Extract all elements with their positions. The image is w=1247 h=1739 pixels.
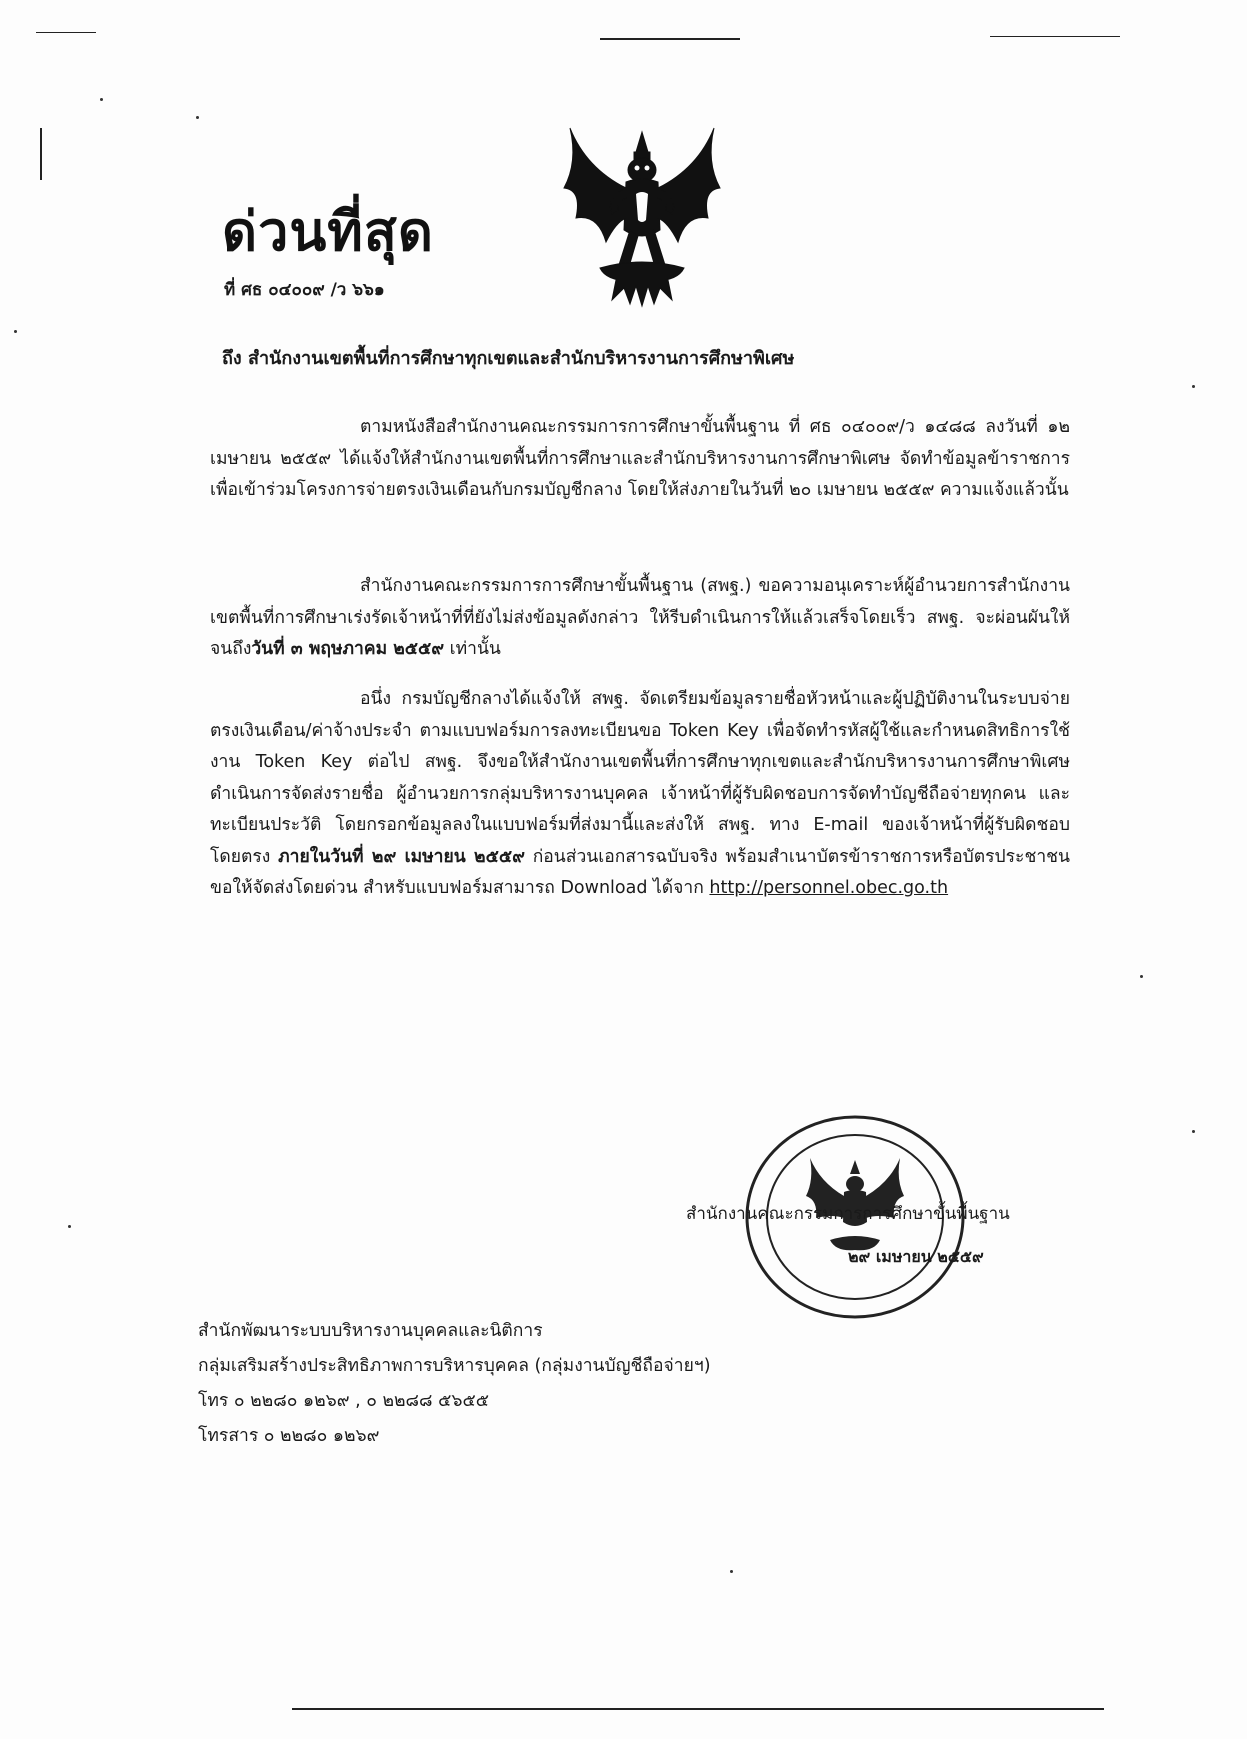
document-number: ที่ ศธ ๐๔๐๐๙ /ว ๖๖๑: [224, 280, 385, 300]
scan-dot: [14, 330, 17, 333]
scan-mark: [36, 32, 96, 33]
body-paragraph-2: [210, 571, 1070, 666]
body-paragraph-3: [210, 684, 1070, 905]
recipient-line: ถึง สำนักงานเขตพื้นที่การศึกษาทุกเขตและสำนักบริหารงานการศึกษาพิเศษ: [222, 348, 795, 369]
garuda-emblem-icon: [556, 118, 728, 308]
footer-group: กลุ่มเสริมสร้างประสิทธิภาพการบริหารบุคคล (กลุ่มงานบัญชีถือจ่ายฯ): [198, 1356, 711, 1376]
scan-dot: [1140, 975, 1143, 978]
paragraph-1-text: ตามหนังสือสำนักงานคณะกรรมการการศึกษาขั้นพื้นฐาน ที่ ศธ ๐๔๐๐๙/ว ๑๔๘๘ ลงวันที่ ๑๒ เมษายน ๒๕๕๙ ได้แจ้งให้สำนักงานเขตพื้นที่การศึกษาและสำนักบริหารงานการศึกษาพิเศษ จัดทำข้อมูลข้าราชการเพื่อเข้าร่วมโครงการจ่ายตรงเงินเดือนกับกรมบัญชีกลาง โดยให้ส่งภายในวันที่ ๒๐ เมษายน ๒๕๕๙ ความแจ้งแล้วนั้น: [210, 417, 1070, 500]
scan-mark: [600, 38, 740, 40]
bottom-rule: [292, 1708, 1104, 1710]
scan-dot: [68, 1225, 71, 1228]
paragraph-2-end: เท่านั้น: [444, 639, 501, 659]
scan-dot: [730, 1570, 733, 1573]
paragraph-3-end: ก่อนส่วนเอกสารฉบับจริง พร้อมสำเนาบัตรข้าราชการหรือบัตรประชาชน ขอให้จัดส่งโดยด่วน สำหรับแบบฟอร์มสามารถ Download ได้จาก: [210, 846, 1070, 898]
contact-footer: [198, 1314, 711, 1454]
footer-office: สำนักพัฒนาระบบบริหารงานบุคคลและนิติการ: [198, 1321, 543, 1341]
scan-mark: [990, 36, 1120, 37]
paragraph-2-deadline: วันที่ ๓ พฤษภาคม ๒๕๕๙: [251, 639, 445, 659]
scan-dot: [196, 116, 199, 119]
paragraph-2-text: สำนักงานคณะกรรมการการศึกษาขั้นพื้นฐาน (สพฐ.) ขอความอนุเคราะห์ผู้อำนวยการสำนักงานเขตพื้นที่การศึกษาเร่งรัดเจ้าหน้าที่ที่ยังไม่ส่งข้อมูลดังกล่าว ให้รีบดำเนินการให้แล้วเสร็จโดยเร็ว สพฐ. จะผ่อนผันให้จนถึง: [210, 576, 1070, 659]
body-paragraph-1: [210, 412, 1070, 507]
paragraph-3-deadline: ภายในวันที่ ๒๙ เมษายน ๒๕๕๙: [278, 846, 525, 867]
scan-dot: [100, 98, 103, 101]
footer-phone: โทร ๐ ๒๒๘๐ ๑๒๖๙ , ๐ ๒๒๘๘ ๕๖๕๕: [198, 1391, 489, 1411]
signature-organization: สำนักงานคณะกรรมการการศึกษาขั้นพื้นฐาน: [686, 1204, 1010, 1224]
scan-dot: [1192, 385, 1195, 388]
signature-date: ๒๙ เมษายน ๒๕๕๙: [848, 1247, 984, 1266]
scan-dot: [1192, 1130, 1195, 1133]
urgent-label: ด่วนที่สุด: [222, 199, 434, 263]
download-link[interactable]: http://personnel.obec.go.th: [709, 878, 949, 898]
footer-fax: โทรสาร ๐ ๒๒๘๐ ๑๒๖๙: [198, 1426, 380, 1446]
scan-mark: [40, 128, 42, 180]
paragraph-3-text: อนึ่ง กรมบัญชีกลางได้แจ้งให้ สพฐ. จัดเตรียมข้อมูลรายชื่อหัวหน้าและผู้ปฏิบัติงานในระบบจ่ายตรงเงินเดือน/ค่าจ้างประจำ ตามแบบฟอร์มการลงทะเบียนขอ Token Key เพื่อจัดทำรหัสผู้ใช้และกำหนดสิทธิการใช้งาน Token Key ต่อไป สพฐ. จึงขอให้สำนักงานเขตพื้นที่การศึกษาทุกเขตและสำนักบริหารงานการศึกษาพิเศษ ดำเนินการจัดส่งรายชื่อ ผู้อำนวยการกลุ่มบริหารงานบุคคล เจ้าหน้าที่ผู้รับผิดชอบการจัดทำบัญชีถือจ่ายทุกคน และทะเบียนประวัติ โดยกรอกข้อมูลลงในแบบฟอร์มที่ส่งมานี้และส่งให้ สพฐ. ทาง E-mail ของเจ้าหน้าที่ผู้รับผิดชอบโดยตรง: [210, 689, 1070, 867]
